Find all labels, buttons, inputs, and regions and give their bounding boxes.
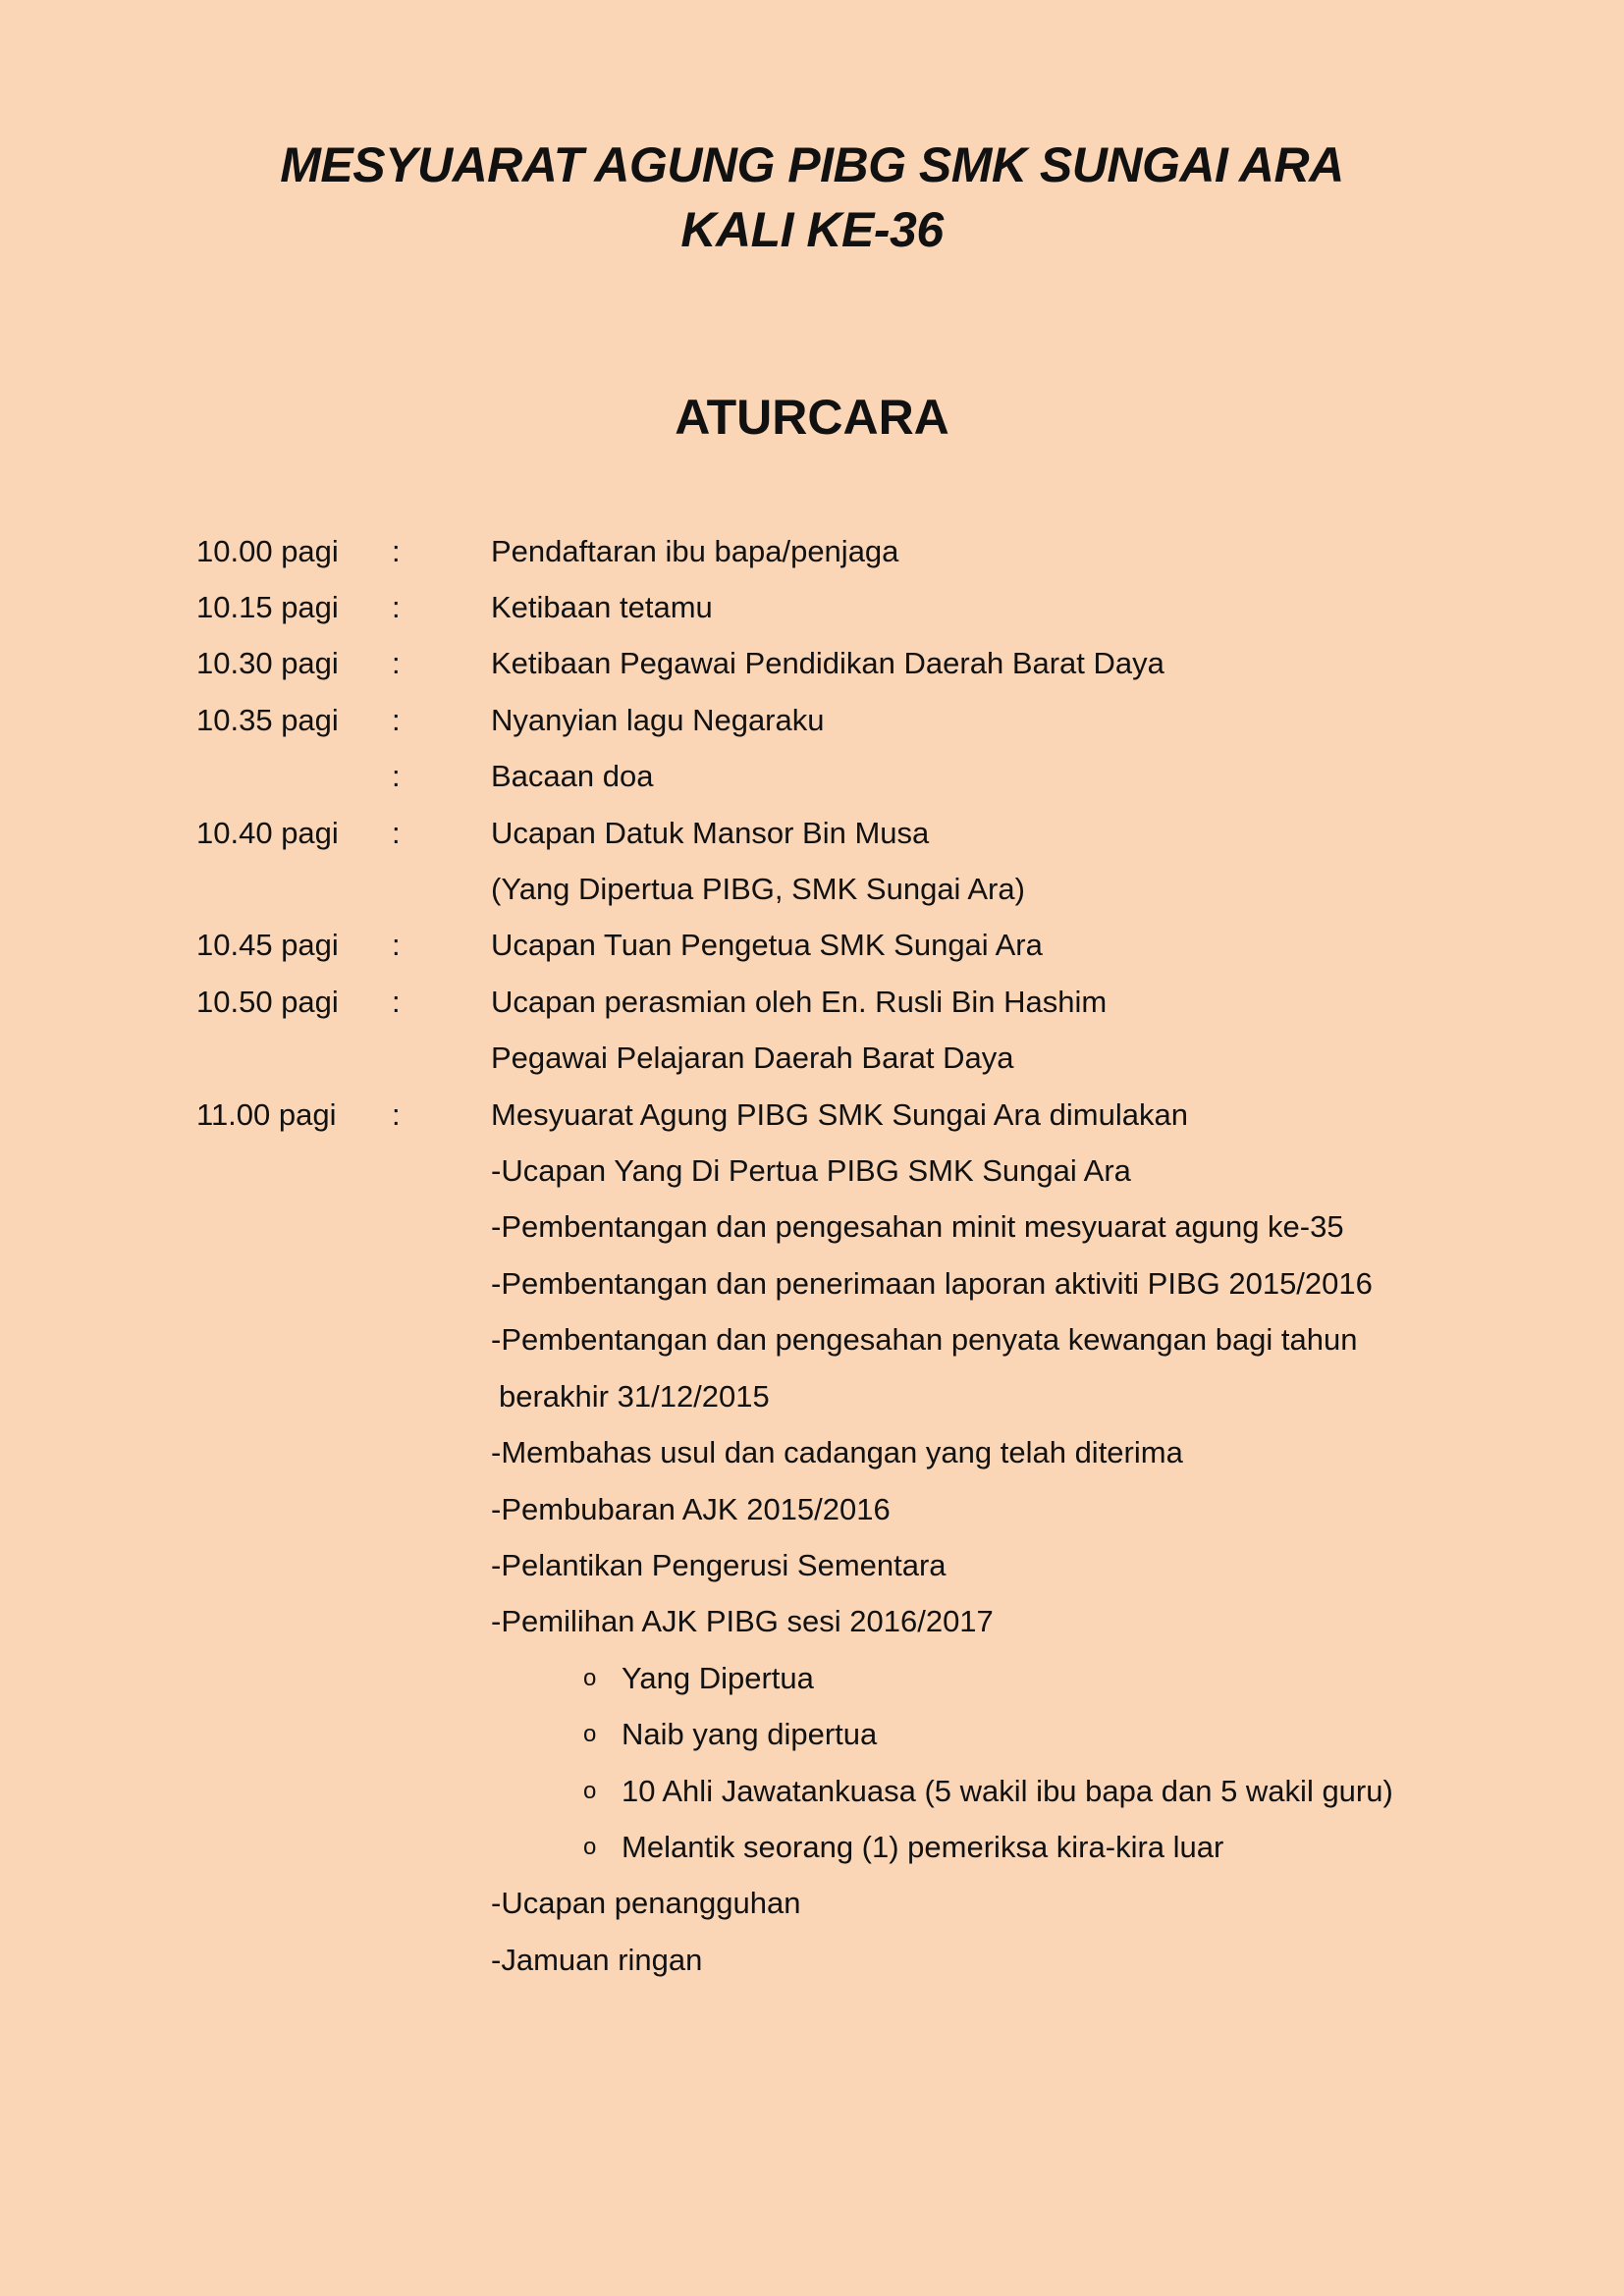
schedule-text: Ucapan Tuan Pengetua SMK Sungai Ara	[491, 928, 1043, 962]
schedule-colon: :	[392, 816, 401, 850]
schedule-row	[0, 861, 1624, 917]
schedule-text: Pendaftaran ibu bapa/penjaga	[491, 534, 899, 568]
schedule-row	[0, 579, 1624, 635]
schedule-row	[0, 1368, 1624, 1424]
schedule-row	[0, 1481, 1624, 1537]
closing-text: -Ucapan penangguhan	[491, 1886, 801, 1920]
schedule-text: Mesyuarat Agung PIBG SMK Sungai Ara dimulakan	[491, 1097, 1188, 1132]
schedule-time: 10.30 pagi	[196, 646, 339, 680]
schedule-text: Ketibaan Pegawai Pendidikan Daerah Barat Daya	[491, 646, 1164, 680]
schedule-text: -Pembentangan dan pengesahan penyata kewangan bagi tahun	[491, 1322, 1358, 1357]
circle-bullet-icon: o	[583, 1834, 597, 1860]
schedule-row	[0, 917, 1624, 973]
sub-item-text: Melantik seorang (1) pemeriksa kira-kira luar	[622, 1830, 1224, 1864]
sub-item-text: 10 Ahli Jawatankuasa (5 wakil ibu bapa dan 5 wakil guru)	[622, 1774, 1393, 1808]
sub-list-item	[0, 1706, 1624, 1762]
schedule-text: -Pembentangan dan pengesahan minit mesyuarat agung ke-35	[491, 1209, 1344, 1244]
schedule-row	[0, 1030, 1624, 1086]
sub-item-text: Naib yang dipertua	[622, 1717, 878, 1751]
schedule-colon: :	[392, 928, 401, 962]
closing-text: -Jamuan ringan	[491, 1943, 703, 1977]
schedule-text: -Ucapan Yang Di Pertua PIBG SMK Sungai Ara	[491, 1153, 1131, 1188]
schedule-time: 10.45 pagi	[196, 928, 339, 962]
schedule-colon: :	[392, 1097, 401, 1132]
schedule-text: Ucapan Datuk Mansor Bin Musa	[491, 816, 930, 850]
schedule-colon: :	[392, 534, 401, 568]
schedule-text: Bacaan doa	[491, 759, 654, 793]
schedule-colon: :	[392, 703, 401, 737]
title-line-1: MESYUARAT AGUNG PIBG SMK SUNGAI ARA	[280, 137, 1344, 192]
schedule-colon: :	[392, 646, 401, 680]
schedule-text: -Pelantikan Pengerusi Sementara	[491, 1548, 947, 1582]
schedule-text: -Pembentangan dan penerimaan laporan aktiviti PIBG 2015/2016	[491, 1266, 1373, 1301]
schedule-row	[0, 1199, 1624, 1255]
schedule-text: berakhir 31/12/2015	[499, 1379, 770, 1414]
schedule-row	[0, 692, 1624, 748]
schedule-time: 10.50 pagi	[196, 985, 339, 1019]
schedule-row	[0, 1255, 1624, 1311]
schedule-text: Pegawai Pelajaran Daerah Barat Daya	[491, 1041, 1014, 1075]
schedule-row	[0, 748, 1624, 804]
schedule-text: (Yang Dipertua PIBG, SMK Sungai Ara)	[491, 872, 1025, 906]
schedule-time: 10.40 pagi	[196, 816, 339, 850]
schedule-text: -Pembubaran AJK 2015/2016	[491, 1492, 891, 1526]
schedule-text: -Membahas usul dan cadangan yang telah diterima	[491, 1435, 1183, 1469]
circle-bullet-icon: o	[583, 1721, 597, 1747]
schedule-row	[0, 1537, 1624, 1593]
schedule-row	[0, 805, 1624, 861]
schedule-colon: :	[392, 759, 401, 793]
schedule-text: -Pemilihan AJK PIBG sesi 2016/2017	[491, 1604, 994, 1638]
schedule-row	[0, 974, 1624, 1030]
closing-item	[0, 1875, 1624, 1931]
agenda-heading: ATURCARA	[675, 390, 949, 445]
schedule-row	[0, 523, 1624, 579]
schedule-colon: :	[392, 590, 401, 624]
schedule-time: 11.00 pagi	[196, 1097, 337, 1132]
schedule-text: Ketibaan tetamu	[491, 590, 713, 624]
schedule-row	[0, 1087, 1624, 1143]
schedule-text: Ucapan perasmian oleh En. Rusli Bin Hashim	[491, 985, 1108, 1019]
closing-item	[0, 1932, 1624, 1988]
circle-bullet-icon: o	[583, 1665, 597, 1691]
circle-bullet-icon: o	[583, 1778, 597, 1804]
schedule-colon: :	[392, 985, 401, 1019]
schedule-time: 10.15 pagi	[196, 590, 339, 624]
sub-list-item	[0, 1763, 1624, 1819]
sub-list-item	[0, 1650, 1624, 1706]
sub-item-text: Yang Dipertua	[622, 1661, 814, 1695]
schedule-row	[0, 1143, 1624, 1199]
schedule-row	[0, 1593, 1624, 1649]
schedule-row	[0, 1311, 1624, 1367]
schedule-row	[0, 1424, 1624, 1480]
sub-list-item	[0, 1819, 1624, 1875]
schedule-time: 10.35 pagi	[196, 703, 339, 737]
schedule-row	[0, 635, 1624, 691]
schedule-time: 10.00 pagi	[196, 534, 339, 568]
title-line-2: KALI KE-36	[680, 202, 944, 257]
meeting-title	[0, 133, 1624, 262]
schedule-text: Nyanyian lagu Negaraku	[491, 703, 825, 737]
